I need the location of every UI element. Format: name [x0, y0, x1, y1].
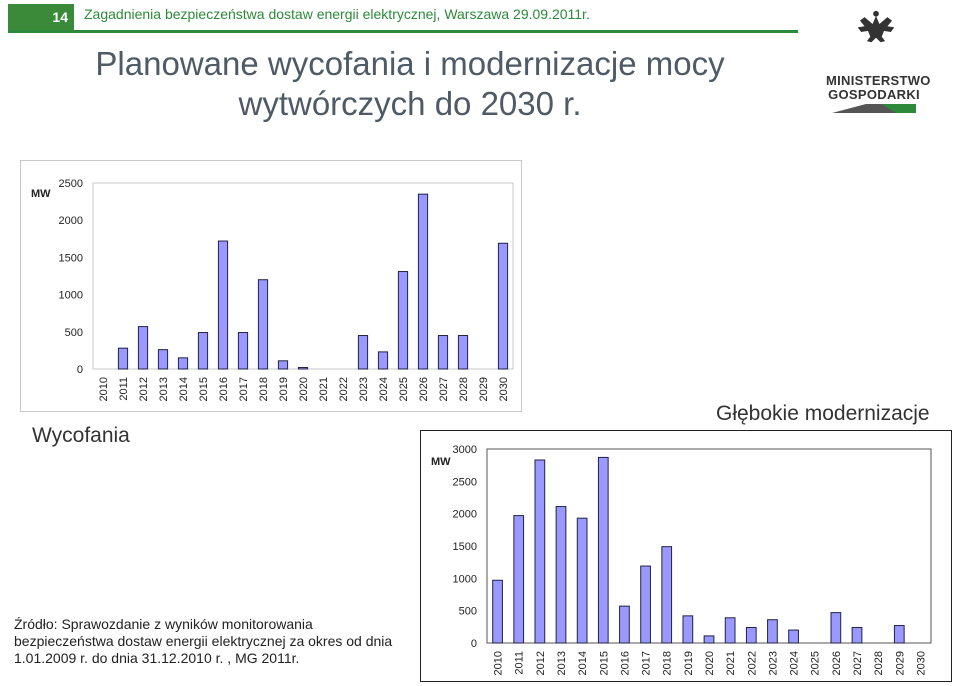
page-title-line2: wytwórczych do 2030 r.: [238, 85, 582, 122]
modernizations-bar-2013: [556, 507, 566, 643]
withdrawals-bar-2013: [158, 350, 167, 369]
modernizations-x-tick-label: 2018: [661, 651, 674, 676]
modernizations-bar-2027: [852, 627, 862, 643]
withdrawals-x-tick-label: 2024: [378, 377, 390, 402]
modernizations-bar-2010: [493, 580, 503, 643]
modernizations-x-tick-label: 2023: [767, 651, 780, 676]
withdrawals-x-tick-label: 2025: [398, 377, 410, 402]
modernizations-y-tick-label: 2500: [452, 476, 477, 489]
withdrawals-x-tick-label: 2021: [318, 377, 330, 402]
modernizations-bar-2029: [894, 626, 904, 643]
withdrawals-y-tick-label: 2000: [58, 215, 83, 228]
withdrawals-x-tick-label: 2020: [298, 377, 310, 402]
modernizations-bar-2017: [641, 566, 651, 643]
modernizations-x-tick-label: 2020: [704, 651, 716, 676]
slide-number: 14: [8, 4, 74, 30]
modernizations-label: Głębokie modernizacje: [716, 402, 930, 425]
modernizations-y-tick-label: 1000: [452, 573, 477, 586]
modernizations-x-tick-label: 2013: [556, 651, 568, 676]
modernizations-y-tick-label: 3000: [452, 444, 477, 456]
modernizations-x-tick-label: 2010: [492, 651, 505, 676]
modernizations-y-tick-label: 1500: [452, 541, 477, 553]
ministry-logo-text: [826, 73, 931, 102]
withdrawals-x-tick-label: 2011: [118, 377, 130, 401]
withdrawals-x-tick-label: 2028: [458, 377, 470, 402]
withdrawals-x-tick-label: 2029: [478, 377, 490, 402]
eagle-emblem-icon: [826, 8, 926, 72]
modernizations-x-tick-label: 2030: [915, 651, 928, 676]
withdrawals-x-tick-label: 2022: [338, 377, 350, 402]
header-divider: [8, 30, 798, 33]
withdrawals-y-tick-label: 0: [76, 364, 83, 376]
modernizations-bar-2018: [662, 547, 672, 643]
withdrawals-bar-2011: [118, 348, 127, 369]
withdrawals-x-tick-label: 2010: [98, 377, 110, 402]
withdrawals-x-tick-label: 2013: [158, 377, 170, 402]
withdrawals-x-tick-label: 2026: [418, 377, 430, 402]
modernizations-chart: [420, 430, 952, 682]
withdrawals-x-tick-label: 2016: [218, 377, 230, 402]
withdrawals-y-tick-label: 1500: [58, 252, 83, 265]
modernizations-y-tick-label: 2000: [452, 508, 477, 521]
page-title-line1: Planowane wycofania i modernizacje mocy: [95, 45, 725, 82]
modernizations-x-tick-label: 2014: [577, 651, 590, 676]
withdrawals-bar-2027: [438, 336, 447, 369]
modernizations-bar-2021: [725, 618, 735, 643]
modernizations-x-tick-label: 2028: [873, 651, 886, 676]
withdrawals-bar-2026: [418, 194, 427, 369]
modernizations-bar-2022: [746, 627, 756, 643]
withdrawals-chart-svg: [21, 161, 521, 411]
modernizations-plot-area: [487, 449, 931, 643]
logo-bar-icon: [832, 104, 916, 113]
modernizations-x-tick-label: 2022: [746, 651, 759, 676]
modernizations-y-tick-label: 500: [458, 605, 477, 618]
withdrawals-bar-2024: [378, 352, 387, 369]
modernizations-bar-2020: [704, 636, 714, 643]
modernizations-chart-svg: [421, 431, 951, 681]
withdrawals-x-tick-label: 2027: [438, 377, 450, 402]
modernizations-x-tick-label: 2011: [513, 651, 526, 675]
withdrawals-x-tick-label: 2017: [238, 377, 250, 402]
withdrawals-x-tick-label: 2023: [358, 377, 370, 402]
modernizations-y-axis-label: MW: [431, 456, 451, 468]
withdrawals-plot-area: [93, 183, 513, 369]
page-title: [60, 44, 760, 124]
withdrawals-bar-2020: [298, 368, 307, 369]
modernizations-x-tick-label: 2012: [534, 651, 547, 676]
withdrawals-bar-2023: [358, 336, 367, 369]
withdrawals-bar-2018: [258, 280, 267, 369]
modernizations-x-tick-label: 2029: [894, 651, 907, 676]
withdrawals-x-tick-label: 2018: [258, 377, 270, 402]
withdrawals-bar-2028: [458, 336, 467, 369]
withdrawals-bar-2025: [398, 272, 407, 369]
modernizations-bar-2019: [683, 616, 693, 643]
source-note: Źródło: Sprawozdanie z wyników monitorowania bezpieczeństwa dostaw energii elektrycznej za okres od dnia 1.01.2009 r. do dnia 31.12.2010 r. , MG 2011r.: [14, 616, 393, 666]
withdrawals-bar-2014: [178, 358, 187, 369]
withdrawals-y-axis-label: MW: [31, 188, 51, 200]
withdrawals-bar-2015: [198, 333, 207, 369]
modernizations-x-tick-label: 2017: [640, 651, 653, 676]
modernizations-x-tick-label: 2015: [598, 651, 611, 676]
withdrawals-y-tick-label: 500: [64, 326, 83, 339]
withdrawals-y-tick-label: 2500: [58, 178, 83, 190]
presentation-subtitle: Zagadnienia bezpieczeństwa dostaw energii elektrycznej, Warszawa 29.09.2011r.: [84, 6, 590, 22]
withdrawals-bar-2019: [278, 361, 287, 369]
modernizations-bar-2026: [831, 613, 841, 643]
modernizations-bar-2011: [514, 516, 524, 643]
withdrawals-y-tick-label: 1000: [58, 289, 83, 302]
withdrawals-chart: [20, 160, 522, 412]
ministry-logo-line1: MINISTERSTWO: [826, 73, 931, 88]
modernizations-bar-2024: [789, 630, 799, 643]
modernizations-bar-2023: [768, 620, 778, 643]
modernizations-y-tick-label: 0: [470, 638, 477, 650]
modernizations-x-tick-label: 2026: [830, 651, 843, 676]
withdrawals-label: Wycofania: [32, 424, 130, 447]
withdrawals-x-tick-label: 2019: [278, 377, 290, 402]
modernizations-bar-2012: [535, 460, 545, 643]
withdrawals-bar-2016: [218, 241, 227, 369]
withdrawals-x-tick-label: 2012: [138, 377, 150, 402]
modernizations-x-tick-label: 2024: [788, 651, 801, 676]
modernizations-x-tick-label: 2019: [682, 651, 695, 676]
withdrawals-bar-2030: [498, 243, 507, 369]
modernizations-bar-2015: [598, 457, 608, 643]
modernizations-x-tick-label: 2021: [725, 651, 738, 676]
modernizations-x-tick-label: 2016: [619, 651, 632, 676]
modernizations-bar-2016: [620, 606, 630, 643]
modernizations-x-tick-label: 2027: [852, 651, 864, 676]
withdrawals-x-tick-label: 2030: [498, 377, 510, 402]
withdrawals-bar-2012: [138, 327, 147, 369]
ministry-logo-line2: GOSPODARKI: [828, 87, 920, 102]
modernizations-x-tick-label: 2025: [809, 651, 822, 676]
withdrawals-bar-2017: [238, 333, 247, 369]
modernizations-bar-2014: [577, 518, 587, 643]
withdrawals-x-tick-label: 2015: [198, 377, 210, 402]
withdrawals-x-tick-label: 2014: [178, 377, 190, 402]
